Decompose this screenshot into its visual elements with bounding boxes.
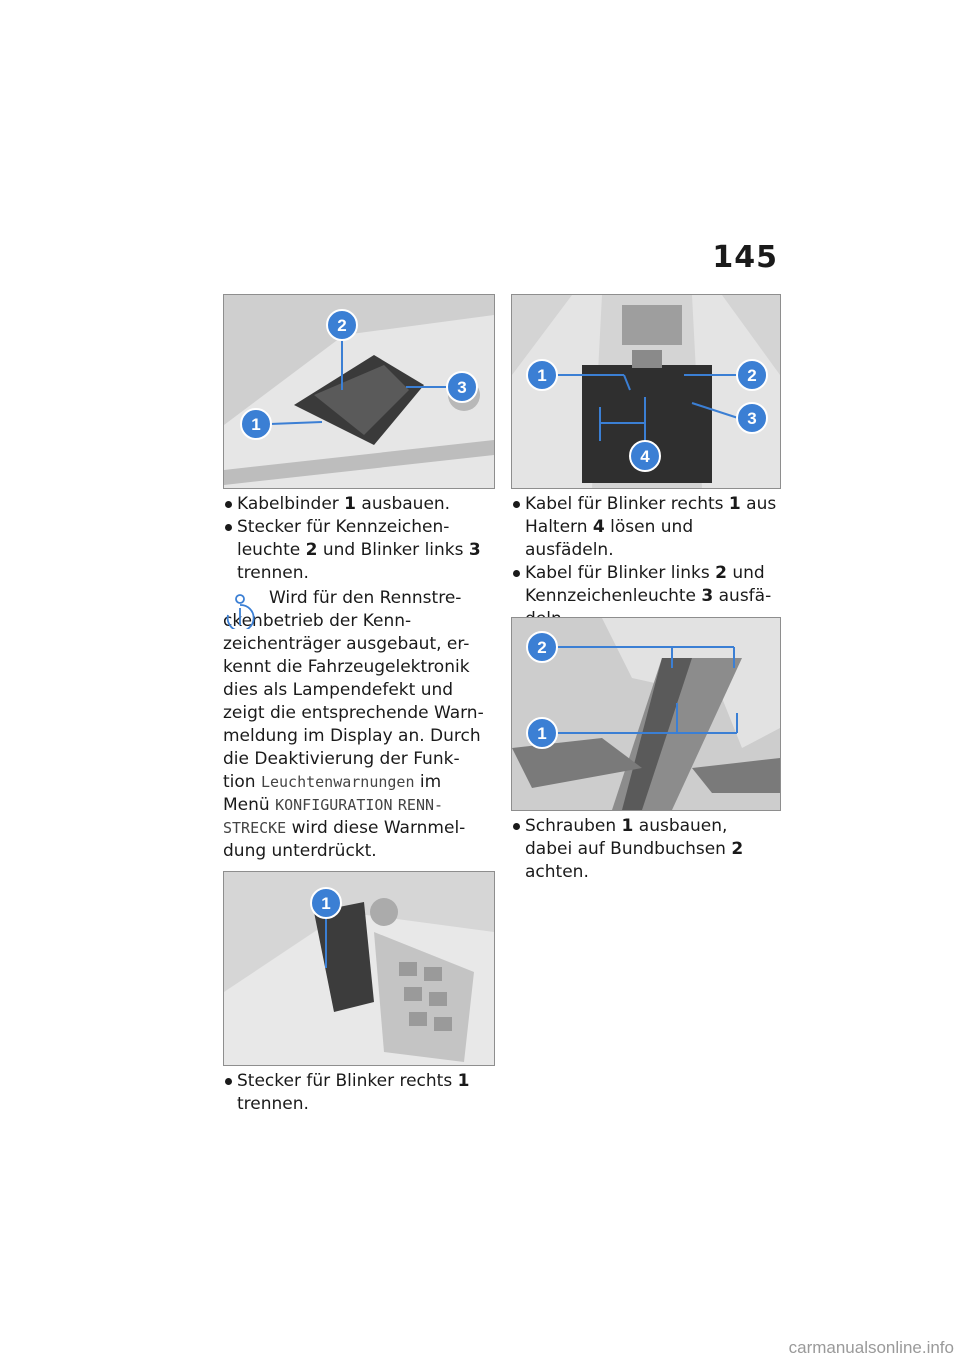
step-remove-screws: Schrauben 1 ausbauen, dabei auf Bundbuchsen 2 achten.	[511, 815, 779, 884]
photo-illustration	[512, 618, 780, 810]
svg-text:1: 1	[537, 366, 547, 385]
callout-1	[527, 718, 557, 748]
right-instructions-bottom	[511, 815, 779, 884]
step-disconnect-plugs: Stecker für Kennzeichen-leuchte 2 und Blinker links 3 trennen.	[223, 516, 493, 585]
figure-connectors-top-left	[223, 294, 495, 489]
callout-2	[327, 310, 357, 340]
figure-cable-holders	[511, 294, 781, 489]
svg-text:3: 3	[457, 378, 467, 397]
page-number: 145	[712, 240, 778, 275]
svg-text:2: 2	[537, 638, 547, 657]
svg-text:4: 4	[640, 447, 650, 466]
right-instructions-top	[511, 493, 779, 631]
step-unthread-left-cable: Kabel für Blinker links 2 und Kennzeichenleuchte 3 ausfä-	[511, 562, 779, 631]
photo-illustration	[224, 295, 494, 488]
svg-text:1: 1	[321, 894, 331, 913]
step-cable-tie: Kabelbinder 1 ausbauen.	[223, 493, 493, 516]
menu-configuration: KONFIGURATION	[275, 796, 393, 814]
svg-text:2: 2	[337, 316, 347, 335]
svg-text:2: 2	[747, 366, 757, 385]
callout-1	[527, 360, 557, 390]
svg-text:1: 1	[537, 724, 547, 743]
function-name: Leuchtenwarnungen	[260, 773, 415, 791]
info-note	[223, 587, 491, 863]
step-unthread-right-cable: Kabel für Blinker rechts 1 aus Haltern 4 lösen und ausfädeln.	[511, 493, 779, 562]
figure-screws-bushings	[511, 617, 781, 811]
callout-3	[447, 372, 477, 402]
left-instructions-top	[223, 493, 493, 585]
menu-racetrack: RENN-STRECKE	[223, 796, 444, 837]
left-instructions-bottom	[223, 1070, 493, 1116]
callout-1	[311, 888, 341, 918]
callout-2	[527, 632, 557, 662]
callout-3	[737, 403, 767, 433]
note-text: Wird für den Rennstre-ckenbetrieb der Kenn-zeichenträger ausgebaut, er-kennt die Fahrzeugelektronik dies als Lampendefekt und zeigt die entsprechende Warn-meldung im Display an. Durch die Deaktivierung der Funk-tion Leuchtenwarnungen im Menü KONFIGURATION RENN-STRECKE wird diese Warnmel-dung unterdrückt.	[223, 588, 484, 861]
svg-text:1: 1	[251, 415, 261, 434]
step-disconnect-right-indicator: Stecker für Blinker rechts 1 trennen.	[223, 1070, 493, 1116]
photo-illustration	[224, 872, 494, 1065]
figure-right-indicator-plug	[223, 871, 495, 1066]
callout-1	[241, 409, 271, 439]
svg-text:3: 3	[747, 409, 757, 428]
info-icon	[223, 589, 257, 629]
callout-2	[737, 360, 767, 390]
callout-4	[630, 441, 660, 471]
photo-illustration	[512, 295, 780, 488]
watermark-footer: carmanualsonline.info	[788, 1338, 954, 1357]
